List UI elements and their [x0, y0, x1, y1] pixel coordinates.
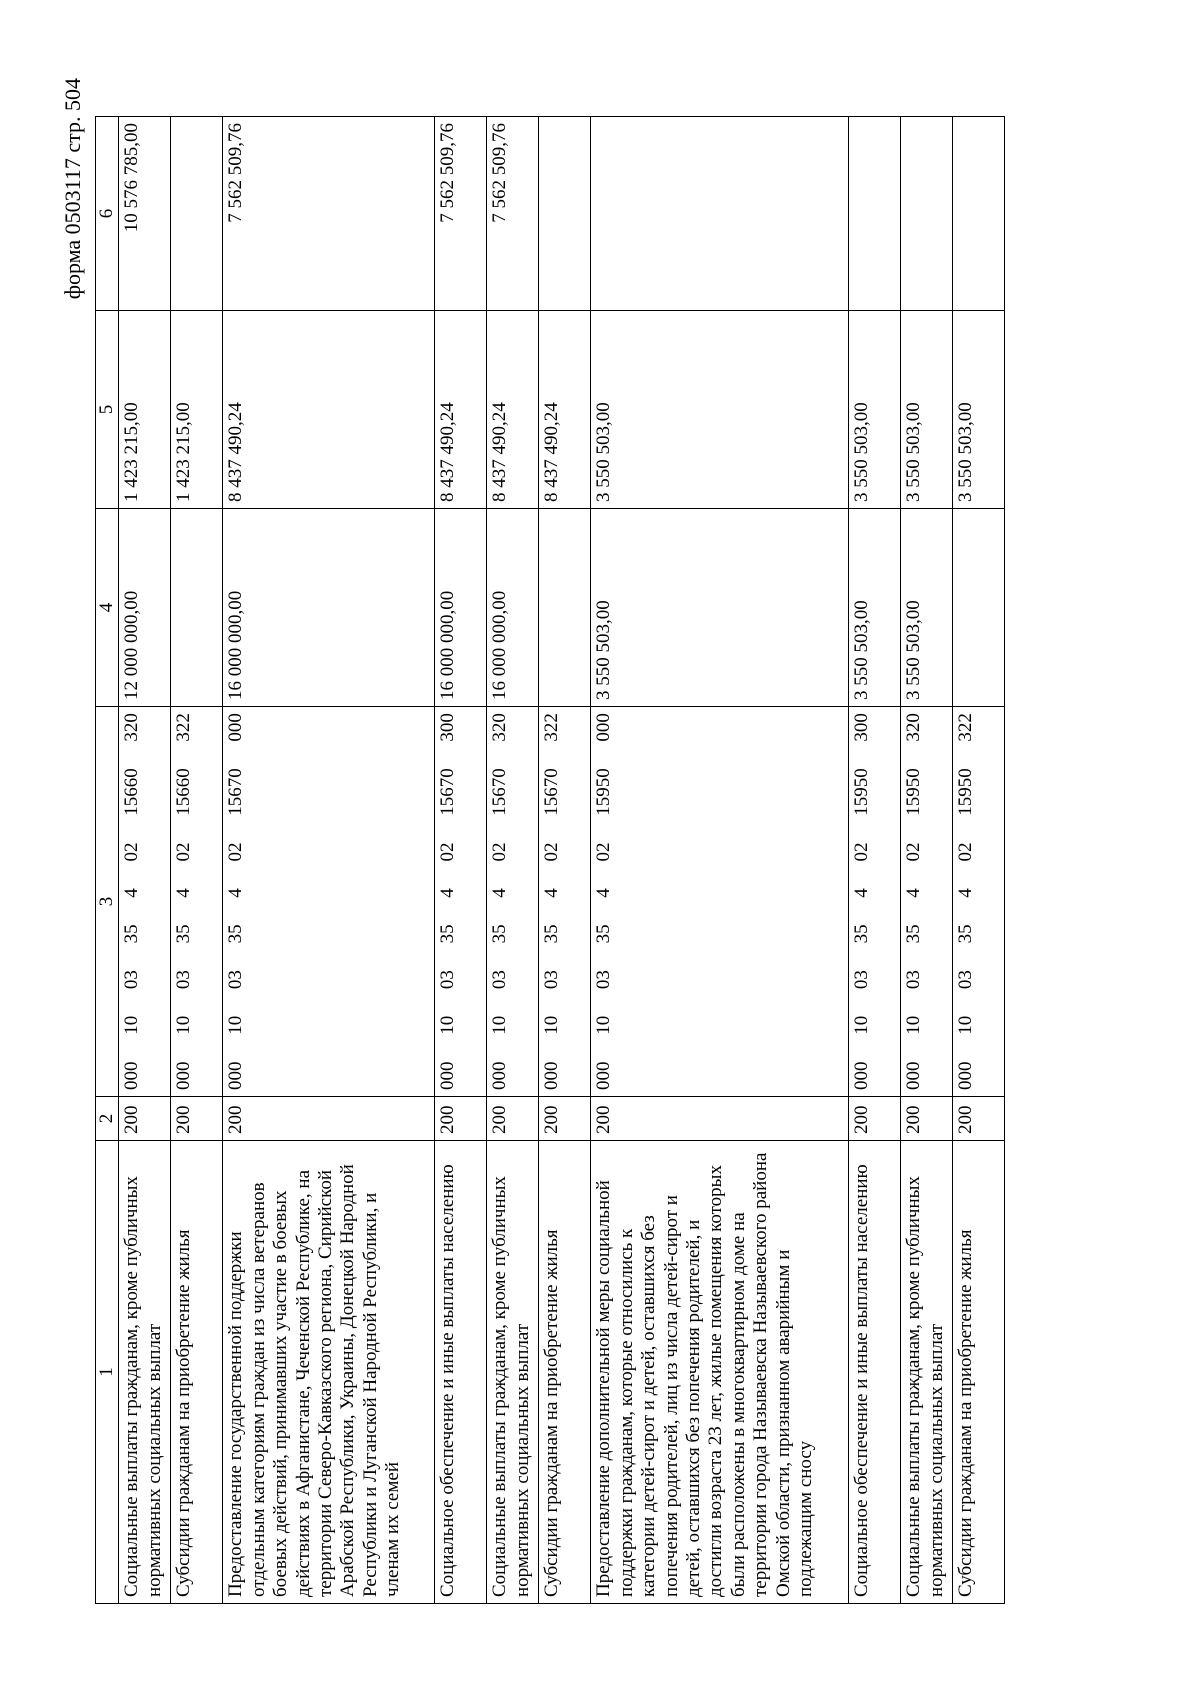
- row-unexecuted-amount: 10 576 785,00: [119, 117, 171, 311]
- code-part: 10: [225, 1015, 247, 1035]
- row-line-code: 200: [435, 1097, 487, 1141]
- code-part: 10: [593, 1015, 615, 1035]
- row-executed-amount: 3 550 503,00: [953, 311, 1005, 509]
- row-name: Социальное обеспечение и иные выплаты населению: [435, 1141, 487, 1604]
- code-part: 15950: [593, 768, 615, 816]
- code-part: 000: [593, 1061, 615, 1090]
- code-part: 322: [173, 713, 195, 742]
- row-approved-amount: 16 000 000,00: [435, 509, 487, 707]
- code-part: 35: [541, 924, 563, 944]
- code-parts: [437, 713, 459, 1090]
- row-approved-amount: [539, 509, 591, 707]
- code-parts: [225, 713, 247, 1090]
- column-header-6: 6: [96, 117, 119, 311]
- row-classification-code: [171, 707, 223, 1097]
- code-parts: [541, 713, 563, 1090]
- code-part: 02: [121, 842, 143, 862]
- row-line-code: 200: [901, 1097, 953, 1141]
- table-row: [171, 117, 223, 1604]
- code-parts: [593, 713, 615, 1090]
- code-part: 35: [955, 924, 977, 944]
- row-unexecuted-amount: 7 562 509,76: [223, 117, 435, 311]
- row-line-code: 200: [223, 1097, 435, 1141]
- code-part: 10: [851, 1015, 873, 1035]
- column-header-5: 5: [96, 311, 119, 509]
- row-executed-amount: 8 437 490,24: [435, 311, 487, 509]
- table-row: [487, 117, 539, 1604]
- code-part: 02: [437, 842, 459, 862]
- row-executed-amount: 3 550 503,00: [901, 311, 953, 509]
- code-part: 03: [437, 970, 459, 990]
- row-name: Предоставление дополнительной меры социальной поддержки гражданам, которые относились к категории детей-сирот и детей, оставшихся без попечения родителей, лиц из числа детей-сирот и детей, оставшихся без попечения родителей, и достигли возраста 23 лет, жилые помещения которых были расположены в многоквартирном доме на территории города Называевска Называевского района Омской области, признанном аварийным и подлежащим сносу: [591, 1141, 849, 1604]
- code-part: 02: [851, 842, 873, 862]
- code-part: 000: [955, 1061, 977, 1090]
- code-part: 10: [541, 1015, 563, 1035]
- code-part: 15670: [489, 768, 511, 816]
- row-unexecuted-amount: 7 562 509,76: [487, 117, 539, 311]
- code-part: 03: [173, 970, 195, 990]
- row-unexecuted-amount: [901, 117, 953, 311]
- row-name: Социальные выплаты гражданам, кроме публичных нормативных социальных выплат: [487, 1141, 539, 1604]
- code-parts: [489, 713, 511, 1090]
- row-classification-code: [953, 707, 1005, 1097]
- row-classification-code: [901, 707, 953, 1097]
- code-part: 320: [903, 713, 925, 742]
- row-line-code: 200: [487, 1097, 539, 1141]
- table-row: [539, 117, 591, 1604]
- code-part: 322: [955, 713, 977, 742]
- row-classification-code: [223, 707, 435, 1097]
- row-line-code: 200: [849, 1097, 901, 1141]
- code-part: 000: [225, 713, 247, 742]
- row-approved-amount: [171, 509, 223, 707]
- row-executed-amount: 1 423 215,00: [171, 311, 223, 509]
- code-part: 02: [173, 842, 195, 862]
- code-parts: [955, 713, 977, 1090]
- code-part: 4: [955, 888, 977, 898]
- row-executed-amount: 1 423 215,00: [119, 311, 171, 509]
- row-name: Социальное обеспечение и иные выплаты населению: [849, 1141, 901, 1604]
- row-name: Субсидии гражданам на приобретение жилья: [171, 1141, 223, 1604]
- code-part: 320: [489, 713, 511, 742]
- code-part: 35: [489, 924, 511, 944]
- code-part: 02: [541, 842, 563, 862]
- code-part: 4: [851, 888, 873, 898]
- code-part: 03: [593, 970, 615, 990]
- code-part: 000: [541, 1061, 563, 1090]
- code-part: 4: [541, 888, 563, 898]
- row-line-code: 200: [591, 1097, 849, 1141]
- code-part: 15950: [955, 768, 977, 816]
- code-part: 35: [173, 924, 195, 944]
- code-part: 35: [903, 924, 925, 944]
- code-part: 15670: [541, 768, 563, 816]
- row-name: Социальные выплаты гражданам, кроме публичных нормативных социальных выплат: [901, 1141, 953, 1604]
- code-part: 35: [437, 924, 459, 944]
- table-body: [119, 117, 1005, 1604]
- table-row: [119, 117, 171, 1604]
- code-part: 15670: [437, 768, 459, 816]
- row-approved-amount: 12 000 000,00: [119, 509, 171, 707]
- code-part: 000: [489, 1061, 511, 1090]
- table-row: [591, 117, 849, 1604]
- table-row: [849, 117, 901, 1604]
- row-executed-amount: 8 437 490,24: [539, 311, 591, 509]
- row-unexecuted-amount: 7 562 509,76: [435, 117, 487, 311]
- row-unexecuted-amount: [849, 117, 901, 311]
- code-part: 15660: [173, 768, 195, 816]
- code-part: 4: [121, 888, 143, 898]
- code-part: 4: [593, 888, 615, 898]
- code-part: 320: [121, 713, 143, 742]
- code-part: 10: [903, 1015, 925, 1035]
- code-parts: [173, 713, 195, 1090]
- row-classification-code: [435, 707, 487, 1097]
- row-approved-amount: 16 000 000,00: [487, 509, 539, 707]
- code-part: 03: [489, 970, 511, 990]
- code-part: 000: [173, 1061, 195, 1090]
- row-line-code: 200: [953, 1097, 1005, 1141]
- table-row: [953, 117, 1005, 1604]
- code-part: 000: [121, 1061, 143, 1090]
- row-classification-code: [849, 707, 901, 1097]
- code-parts: [121, 713, 143, 1090]
- row-name: Социальные выплаты гражданам, кроме публичных нормативных социальных выплат: [119, 1141, 171, 1604]
- code-part: 03: [225, 970, 247, 990]
- row-unexecuted-amount: [591, 117, 849, 311]
- code-part: 15950: [851, 768, 873, 816]
- code-part: 03: [121, 970, 143, 990]
- code-part: 02: [225, 842, 247, 862]
- row-line-code: 200: [171, 1097, 223, 1141]
- code-part: 10: [173, 1015, 195, 1035]
- row-approved-amount: 16 000 000,00: [223, 509, 435, 707]
- code-part: 02: [593, 842, 615, 862]
- code-part: 300: [851, 713, 873, 742]
- row-line-code: 200: [119, 1097, 171, 1141]
- row-classification-code: [539, 707, 591, 1097]
- code-part: 03: [903, 970, 925, 990]
- form-label: форма 0503117 стр. 504: [60, 78, 85, 300]
- code-part: 000: [225, 1061, 247, 1090]
- code-part: 10: [489, 1015, 511, 1035]
- code-part: 15950: [903, 768, 925, 816]
- code-part: 4: [437, 888, 459, 898]
- code-part: 4: [903, 888, 925, 898]
- table-row: [901, 117, 953, 1604]
- column-header-1: 1: [96, 1141, 119, 1604]
- row-name: Субсидии гражданам на приобретение жилья: [539, 1141, 591, 1604]
- column-header-2: 2: [96, 1097, 119, 1141]
- code-part: 35: [225, 924, 247, 944]
- code-part: 4: [173, 888, 195, 898]
- code-part: 000: [903, 1061, 925, 1090]
- code-part: 000: [437, 1061, 459, 1090]
- row-classification-code: [591, 707, 849, 1097]
- code-part: 10: [437, 1015, 459, 1035]
- row-name: Предоставление государственной поддержки отдельным категориям граждан из числа ветеранов боевых действий, принимавших участие в боевых действиях в Афганистане, Чеченской Республике, на территории Северо-Кавказского региона, Сирийской Арабской Республики, Украины, Донецкой Народной Республики и Луганской Народной Республики, и членам их семей: [223, 1141, 435, 1604]
- code-part: 300: [437, 713, 459, 742]
- column-header-3: 3: [96, 707, 119, 1097]
- code-part: 03: [955, 970, 977, 990]
- row-approved-amount: 3 550 503,00: [849, 509, 901, 707]
- code-part: 03: [851, 970, 873, 990]
- column-number-row: [96, 117, 119, 1604]
- code-part: 02: [955, 842, 977, 862]
- row-executed-amount: 8 437 490,24: [223, 311, 435, 509]
- code-parts: [851, 713, 873, 1090]
- row-executed-amount: 3 550 503,00: [591, 311, 849, 509]
- code-part: 15670: [225, 768, 247, 816]
- row-line-code: 200: [539, 1097, 591, 1141]
- code-part: 000: [851, 1061, 873, 1090]
- table-row: [223, 117, 435, 1604]
- row-unexecuted-amount: [953, 117, 1005, 311]
- code-part: 35: [121, 924, 143, 944]
- code-part: 10: [955, 1015, 977, 1035]
- row-executed-amount: 3 550 503,00: [849, 311, 901, 509]
- code-part: 000: [593, 713, 615, 742]
- row-executed-amount: 8 437 490,24: [487, 311, 539, 509]
- row-name: Субсидии гражданам на приобретение жилья: [953, 1141, 1005, 1604]
- row-unexecuted-amount: [171, 117, 223, 311]
- code-part: 322: [541, 713, 563, 742]
- code-part: 4: [489, 888, 511, 898]
- row-approved-amount: 3 550 503,00: [591, 509, 849, 707]
- code-part: 4: [225, 888, 247, 898]
- budget-table: [95, 116, 1005, 1604]
- code-part: 10: [121, 1015, 143, 1035]
- code-part: 35: [593, 924, 615, 944]
- row-classification-code: [119, 707, 171, 1097]
- row-classification-code: [487, 707, 539, 1097]
- column-header-4: 4: [96, 509, 119, 707]
- code-part: 02: [489, 842, 511, 862]
- row-unexecuted-amount: [539, 117, 591, 311]
- row-approved-amount: [953, 509, 1005, 707]
- row-approved-amount: 3 550 503,00: [901, 509, 953, 707]
- code-part: 03: [541, 970, 563, 990]
- code-part: 35: [851, 924, 873, 944]
- code-part: 02: [903, 842, 925, 862]
- code-parts: [903, 713, 925, 1090]
- code-part: 15660: [121, 768, 143, 816]
- table-row: [435, 117, 487, 1604]
